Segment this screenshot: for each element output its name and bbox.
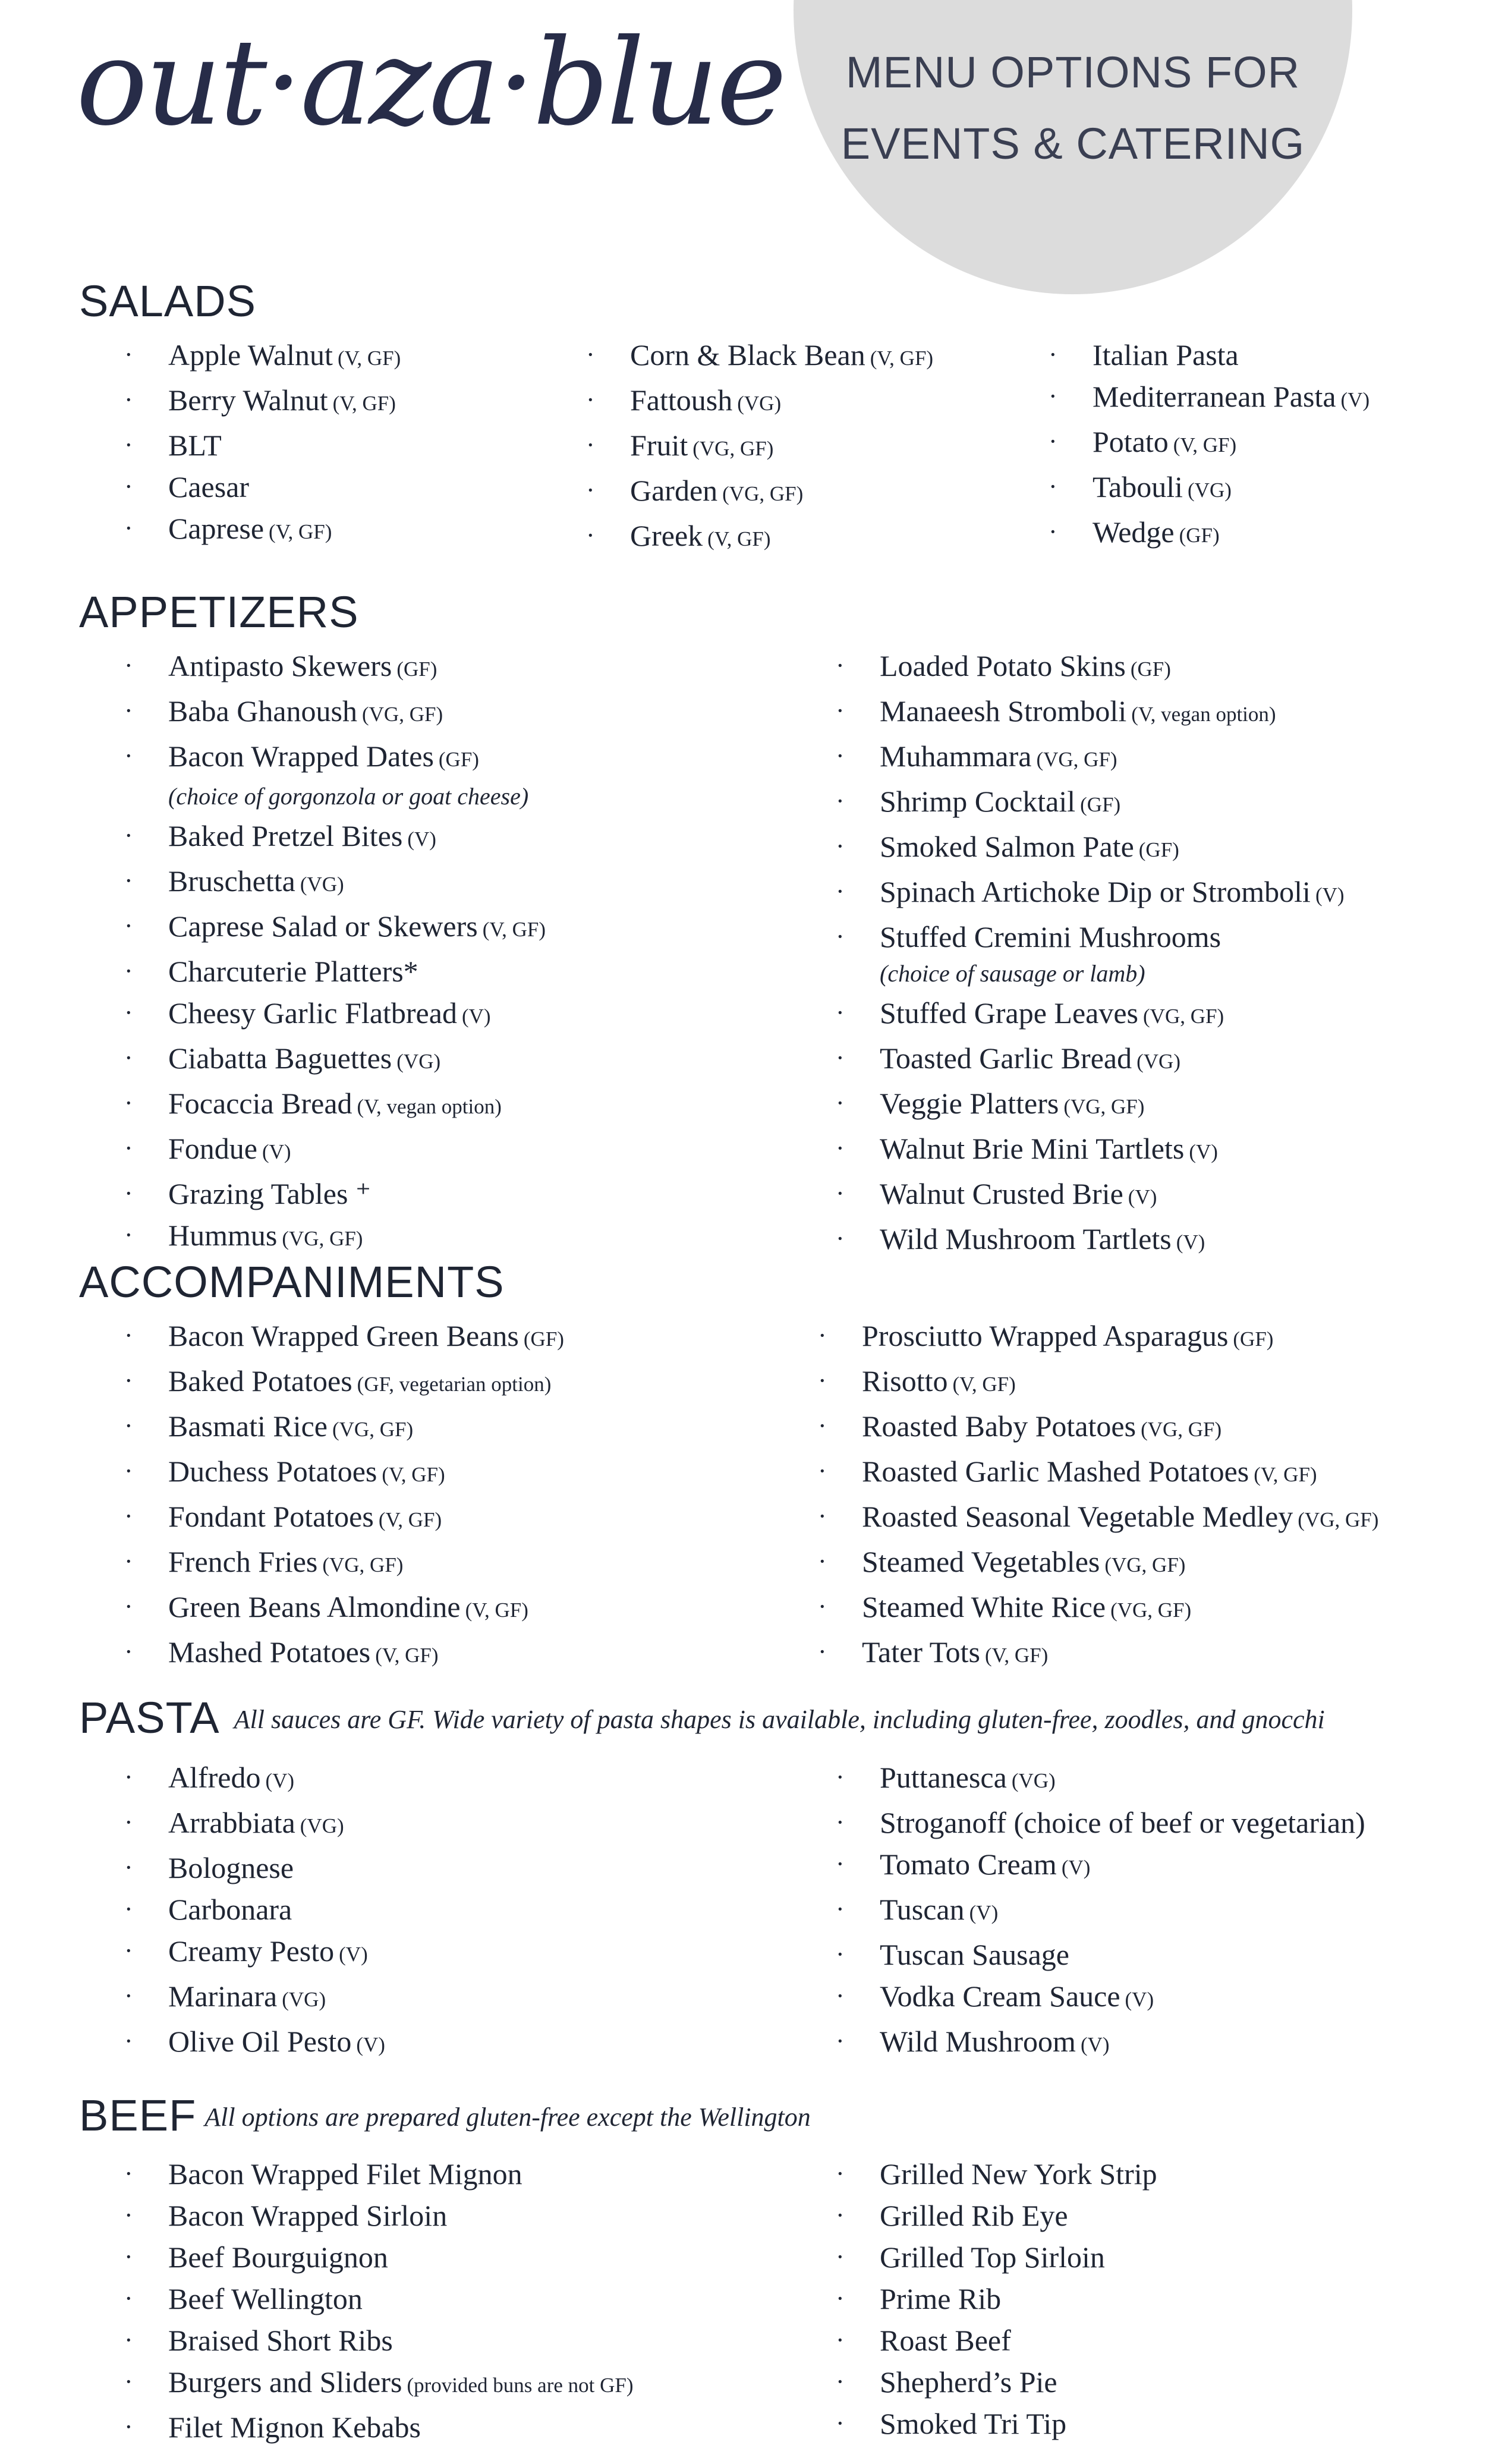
menu-item-name: Manaeesh Stromboli <box>880 694 1127 728</box>
menu-item <box>880 2278 1157 2320</box>
menu-item-name: Bacon Wrapped Green Beans <box>168 1319 519 1352</box>
dietary-tag: (VG, GF) <box>362 703 443 726</box>
menu-item-name: Grilled Rib Eye <box>880 2199 1068 2232</box>
menu-item-name: Apple Walnut <box>168 338 333 372</box>
menu-item-name: Fattoush <box>630 383 733 417</box>
menu-item <box>880 690 1345 735</box>
menu-item-name: Stuffed Cremini Mushrooms <box>880 920 1221 953</box>
dietary-tag: (V) <box>407 827 436 851</box>
menu-item <box>168 1847 385 1889</box>
menu-item-name: Basmati Rice <box>168 1409 328 1443</box>
menu-item-name: Steamed White Rice <box>862 1590 1106 1623</box>
menu-item <box>880 2403 1157 2444</box>
menu-item-name: Baked Potatoes <box>168 1364 352 1398</box>
menu-item-name: Tater Tots <box>862 1635 980 1669</box>
menu-item <box>862 1586 1378 1631</box>
dietary-tag: (V) <box>1080 2033 1110 2056</box>
beef-column-2 <box>880 2153 1157 2444</box>
dietary-tag: (V, GF) <box>269 520 332 543</box>
menu-item <box>168 1496 564 1541</box>
menu-item-name: Bacon Wrapped Dates <box>168 739 434 773</box>
menu-item <box>168 1802 385 1847</box>
brand-logo: out·aza·blue <box>76 14 785 152</box>
menu-item <box>880 2195 1157 2236</box>
dietary-tag: (V) <box>1125 1988 1154 2011</box>
header-line-2: EVENTS & CATERING <box>840 119 1305 168</box>
appetizers-column-1 <box>168 645 546 1260</box>
menu-item <box>168 334 401 379</box>
menu-item-name: Grilled Top Sirloin <box>880 2240 1105 2274</box>
menu-item-name: Stroganoff (choice of beef or vegetarian) <box>880 1806 1365 1839</box>
menu-item <box>862 1360 1378 1405</box>
menu-item <box>880 1082 1345 1128</box>
menu-item <box>168 1360 564 1405</box>
menu-item <box>168 992 546 1037</box>
menu-item-name: Corn & Black Bean <box>630 338 865 372</box>
dietary-tag: (GF) <box>1080 793 1121 816</box>
menu-item-name: Arrabbiata <box>168 1806 295 1839</box>
menu-item <box>168 1173 546 1214</box>
menu-item-name: Olive Oil Pesto <box>168 2025 352 2058</box>
menu-item <box>880 645 1345 690</box>
menu-item <box>862 1315 1378 1360</box>
menu-item <box>168 735 546 813</box>
menu-item-name: Bacon Wrapped Sirloin <box>168 2199 448 2232</box>
menu-item-name: Ciabatta Baguettes <box>168 1041 392 1075</box>
dietary-tag: (V, GF) <box>482 918 546 941</box>
menu-item <box>880 1173 1345 1218</box>
menu-item-name: Shepherd’s Pie <box>880 2365 1057 2399</box>
menu-item <box>880 2153 1157 2195</box>
menu-item <box>1093 511 1369 556</box>
dietary-tag: (VG) <box>1188 479 1232 502</box>
menu-item-name: Roasted Garlic Mashed Potatoes <box>862 1455 1249 1488</box>
menu-item <box>168 379 401 424</box>
dietary-tag: (GF) <box>1138 838 1179 861</box>
menu-item <box>880 1934 1365 1975</box>
dietary-tag: (V) <box>339 1943 368 1966</box>
dietary-tag: (VG, GF) <box>1104 1553 1186 1576</box>
menu-item-name: Bruschetta <box>168 864 295 898</box>
menu-item-name: Puttanesca <box>880 1761 1007 1794</box>
section-title-appetizers: APPETIZERS <box>79 587 359 637</box>
pasta-note: All sauces are GF. Wide variety of pasta shapes is available, including gluten-free, zoodles, and gnocchi <box>234 1705 1325 1734</box>
dietary-tag: (V) <box>1128 1185 1157 1209</box>
dietary-tag: (VG) <box>1011 1769 1056 1792</box>
accompaniments-column-2 <box>862 1315 1378 1676</box>
dietary-tag: (V, GF) <box>952 1373 1016 1396</box>
dietary-tag: (V, GF) <box>1173 433 1237 457</box>
dietary-tag: (V, GF) <box>375 1644 439 1667</box>
menu-item-name: Antipasto Skewers <box>168 649 392 682</box>
dietary-tag: (provided buns are not GF) <box>407 2374 634 2397</box>
menu-item <box>862 1450 1378 1496</box>
menu-item-name: Risotto <box>862 1364 948 1398</box>
menu-item-name: Filet Mignon Kebabs <box>168 2410 421 2444</box>
dietary-tag: (V, GF) <box>984 1644 1049 1667</box>
appetizers-column-2 <box>880 645 1345 1263</box>
dietary-tag: (V, GF) <box>337 347 401 370</box>
menu-item <box>168 1315 564 1360</box>
menu-item <box>630 515 933 560</box>
menu-item <box>168 1930 385 1975</box>
section-title-accompaniments: ACCOMPANIMENTS <box>79 1257 505 1307</box>
menu-item-note: (choice of gorgonzola or goat cheese) <box>168 783 529 810</box>
menu-item <box>168 2153 634 2195</box>
section-title-salads: SALADS <box>79 276 257 326</box>
menu-item <box>880 871 1345 916</box>
dietary-tag: (VG) <box>396 1050 441 1073</box>
menu-item <box>168 2236 634 2278</box>
menu-item-name: Roasted Baby Potatoes <box>862 1409 1136 1443</box>
beef-column-1 <box>168 2153 634 2448</box>
dietary-tag: (VG, GF) <box>1063 1095 1145 1118</box>
menu-item <box>880 826 1345 871</box>
dietary-tag: (V) <box>265 1769 295 1792</box>
dietary-tag: (VG) <box>282 1988 326 2011</box>
menu-item-name: Bacon Wrapped Filet Mignon <box>168 2157 522 2191</box>
menu-item-name: Muhammara <box>880 739 1032 773</box>
menu-item <box>168 424 401 466</box>
menu-item <box>168 1889 385 1930</box>
dietary-tag: (V, vegan option) <box>357 1095 502 1118</box>
menu-item <box>880 916 1345 990</box>
dietary-tag: (V) <box>461 1005 491 1028</box>
menu-item <box>168 1631 564 1676</box>
menu-item-name: Fondue <box>168 1132 257 1165</box>
dietary-tag: (VG, GF) <box>332 1418 414 1441</box>
dietary-tag: (VG, GF) <box>1143 1005 1224 1028</box>
menu-item-name: Potato <box>1093 425 1169 458</box>
dietary-tag: (GF, vegetarian option) <box>357 1373 552 1396</box>
menu-item-name: Loaded Potato Skins <box>880 649 1126 682</box>
pasta-column-1 <box>168 1757 385 2066</box>
menu-item <box>880 2320 1157 2361</box>
menu-item-name: Wedge <box>1093 515 1175 549</box>
menu-item-name: Fruit <box>630 429 688 462</box>
dietary-tag: (V, GF) <box>707 527 771 550</box>
dietary-tag: (VG) <box>300 873 344 896</box>
menu-item-name: Stuffed Grape Leaves <box>880 996 1139 1030</box>
dietary-tag: (VG) <box>300 1814 344 1837</box>
dietary-tag: (V, GF) <box>378 1508 442 1531</box>
dietary-tag: (V) <box>1189 1140 1218 1163</box>
dietary-tag: (V) <box>1061 1856 1091 1879</box>
menu-item-name: Braised Short Ribs <box>168 2324 393 2357</box>
accompaniments-column-1 <box>168 1315 564 1676</box>
menu-item-name: Charcuterie Platters* <box>168 955 418 988</box>
dietary-tag: (VG, GF) <box>692 437 774 460</box>
menu-item-name: Walnut Crusted Brie <box>880 1177 1123 1210</box>
menu-item <box>168 1214 546 1260</box>
menu-item-name: Greek <box>630 519 703 552</box>
menu-item-name: Mashed Potatoes <box>168 1635 371 1669</box>
menu-item-name: Caesar <box>168 470 250 504</box>
dietary-tag: (GF) <box>523 1327 564 1351</box>
menu-item <box>880 1757 1365 1802</box>
dietary-tag: (GF) <box>1130 657 1171 681</box>
menu-item-name: Beef Bourguignon <box>168 2240 388 2274</box>
menu-item <box>862 1405 1378 1450</box>
menu-item <box>168 1975 385 2021</box>
menu-item <box>168 1757 385 1802</box>
menu-item-name: Cheesy Garlic Flatbread <box>168 996 457 1030</box>
menu-item-name: BLT <box>168 429 222 462</box>
salads-column-1 <box>168 334 401 553</box>
dietary-tag: (V) <box>1340 388 1370 411</box>
header-title <box>794 37 1352 180</box>
menu-item-name: Tabouli <box>1093 470 1183 504</box>
menu-item-name: Roasted Seasonal Vegetable Medley <box>862 1500 1293 1533</box>
section-title-pasta: PASTA All sauces are GF. Wide variety of pasta shapes is available, including gluten-free, zoodles, and gnocchi <box>79 1693 1325 1742</box>
dietary-tag: (V) <box>969 1901 999 1924</box>
menu-item-name: Baked Pretzel Bites <box>168 819 403 852</box>
menu-item-name: Steamed Vegetables <box>862 1545 1100 1578</box>
menu-item-name: Caprese <box>168 512 265 545</box>
menu-item <box>168 466 401 508</box>
menu-item <box>880 735 1345 781</box>
menu-item <box>1093 376 1369 421</box>
menu-item <box>880 1802 1365 1843</box>
menu-item-name: Prime Rib <box>880 2282 1002 2315</box>
dietary-tag: (VG, GF) <box>322 1553 404 1576</box>
menu-item-name: Grazing Tables ⁺ <box>168 1177 372 1210</box>
menu-item-name: Beef Wellington <box>168 2282 363 2315</box>
menu-item-name: Focaccia Bread <box>168 1087 352 1120</box>
dietary-tag: (GF) <box>396 657 437 681</box>
menu-item <box>1093 466 1369 511</box>
menu-item-name: Bolognese <box>168 1851 294 1884</box>
menu-item <box>880 1037 1345 1082</box>
menu-item-name: Mediterranean Pasta <box>1093 380 1336 413</box>
menu-item-name: Shrimp Cocktail <box>880 785 1076 818</box>
menu-item-name: Baba Ghanoush <box>168 694 357 728</box>
menu-item <box>168 905 546 951</box>
menu-item <box>168 951 546 992</box>
menu-item <box>880 2361 1157 2403</box>
dietary-tag: (V, GF) <box>382 1463 445 1486</box>
beef-note: All options are prepared gluten-free except the Wellington <box>204 2103 811 2132</box>
dietary-tag: (VG, GF) <box>722 482 804 505</box>
menu-item <box>862 1496 1378 1541</box>
dietary-tag: (VG, GF) <box>1141 1418 1222 1441</box>
menu-item <box>630 424 933 470</box>
menu-item <box>880 1218 1345 1263</box>
menu-item <box>168 2320 634 2361</box>
menu-item <box>168 1082 546 1128</box>
dietary-tag: (VG, GF) <box>1298 1508 1379 1531</box>
menu-item-name: Carbonara <box>168 1893 292 1926</box>
menu-item <box>168 1405 564 1450</box>
salads-column-2 <box>630 334 933 560</box>
menu-item <box>880 1889 1365 1934</box>
dietary-tag: (GF) <box>1233 1327 1274 1351</box>
menu-item-name: Berry Walnut <box>168 383 328 417</box>
menu-item <box>168 860 546 905</box>
menu-item-name: Roast Beef <box>880 2324 1011 2357</box>
menu-item-name: Marinara <box>168 1980 278 2013</box>
salads-column-3 <box>1093 334 1369 556</box>
menu-item-name: Grilled New York Strip <box>880 2157 1157 2191</box>
menu-item <box>862 1631 1378 1676</box>
menu-item-note: (choice of sausage or lamb) <box>880 960 1145 987</box>
menu-item <box>880 1843 1365 1889</box>
dietary-tag: (VG) <box>1136 1050 1180 1073</box>
menu-item <box>168 815 546 860</box>
menu-item-name: Garden <box>630 474 718 507</box>
menu-item-name: Green Beans Almondine <box>168 1590 461 1623</box>
section-title-beef: BEEF All options are prepared gluten-free except the Wellington <box>79 2091 811 2140</box>
menu-item-name: Veggie Platters <box>880 1087 1059 1120</box>
menu-item <box>168 2406 634 2448</box>
menu-item <box>168 1450 564 1496</box>
menu-item <box>880 992 1345 1037</box>
dietary-tag: (V) <box>356 2033 385 2056</box>
menu-item-name: Italian Pasta <box>1093 338 1239 372</box>
menu-item <box>168 1037 546 1082</box>
menu-item <box>630 470 933 515</box>
menu-item-name: Wild Mushroom <box>880 2025 1076 2058</box>
dietary-tag: (GF) <box>438 748 479 771</box>
dietary-tag: (VG, GF) <box>1036 748 1117 771</box>
menu-item <box>168 2361 634 2406</box>
menu-item <box>880 781 1345 826</box>
dietary-tag: (V, GF) <box>870 347 934 370</box>
menu-item-name: Caprese Salad or Skewers <box>168 910 478 943</box>
dietary-tag: (V, GF) <box>332 392 396 415</box>
dietary-tag: (VG, GF) <box>282 1227 363 1250</box>
menu-item-name: Spinach Artichoke Dip or Stromboli <box>880 875 1311 908</box>
menu-item <box>168 645 546 690</box>
menu-item <box>168 2021 385 2066</box>
menu-item-name: Toasted Garlic Bread <box>880 1041 1132 1075</box>
dietary-tag: (V) <box>1315 883 1345 907</box>
menu-item-name: Creamy Pesto <box>168 1934 335 1968</box>
menu-item-name: Vodka Cream Sauce <box>880 1980 1120 2013</box>
menu-item-name: Prosciutto Wrapped Asparagus <box>862 1319 1229 1352</box>
dietary-tag: (V, vegan option) <box>1131 703 1276 726</box>
menu-item-name: French Fries <box>168 1545 318 1578</box>
menu-item-name: Walnut Brie Mini Tartlets <box>880 1132 1185 1165</box>
menu-item <box>168 690 546 735</box>
pasta-column-2 <box>880 1757 1365 2066</box>
menu-item <box>1093 334 1369 376</box>
dietary-tag: (V) <box>262 1140 291 1163</box>
menu-item-name: Duchess Potatoes <box>168 1455 377 1488</box>
menu-item <box>1093 421 1369 466</box>
menu-item <box>862 1541 1378 1586</box>
menu-item-name: Wild Mushroom Tartlets <box>880 1222 1172 1255</box>
menu-item-name: Hummus <box>168 1219 278 1252</box>
dietary-tag: (GF) <box>1179 524 1220 547</box>
menu-item <box>168 2278 634 2320</box>
menu-item-name: Fondant Potatoes <box>168 1500 374 1533</box>
menu-item <box>168 1128 546 1173</box>
menu-item <box>168 2195 634 2236</box>
menu-item-name: Tuscan Sausage <box>880 1938 1069 1971</box>
menu-item <box>630 379 933 424</box>
dietary-tag: (VG) <box>737 392 782 415</box>
menu-item-name: Alfredo <box>168 1761 261 1794</box>
menu-item-name: Burgers and Sliders <box>168 2365 402 2399</box>
menu-item <box>168 508 401 553</box>
header-line-1: MENU OPTIONS FOR <box>845 48 1301 97</box>
dietary-tag: (V) <box>1176 1231 1205 1254</box>
menu-item-name: Smoked Tri Tip <box>880 2407 1067 2440</box>
dietary-tag: (VG, GF) <box>1110 1598 1192 1622</box>
menu-item <box>880 1128 1345 1173</box>
menu-item <box>880 2236 1157 2278</box>
menu-item-name: Tuscan <box>880 1893 965 1926</box>
menu-item-name: Tomato Cream <box>880 1848 1057 1881</box>
dietary-tag: (V, GF) <box>1254 1463 1317 1486</box>
menu-item-name: Smoked Salmon Pate <box>880 830 1134 863</box>
menu-item <box>168 1586 564 1631</box>
menu-item <box>630 334 933 379</box>
menu-item <box>168 1541 564 1586</box>
menu-item <box>880 1975 1365 2021</box>
dietary-tag: (V, GF) <box>465 1598 528 1622</box>
menu-item <box>880 2021 1365 2066</box>
